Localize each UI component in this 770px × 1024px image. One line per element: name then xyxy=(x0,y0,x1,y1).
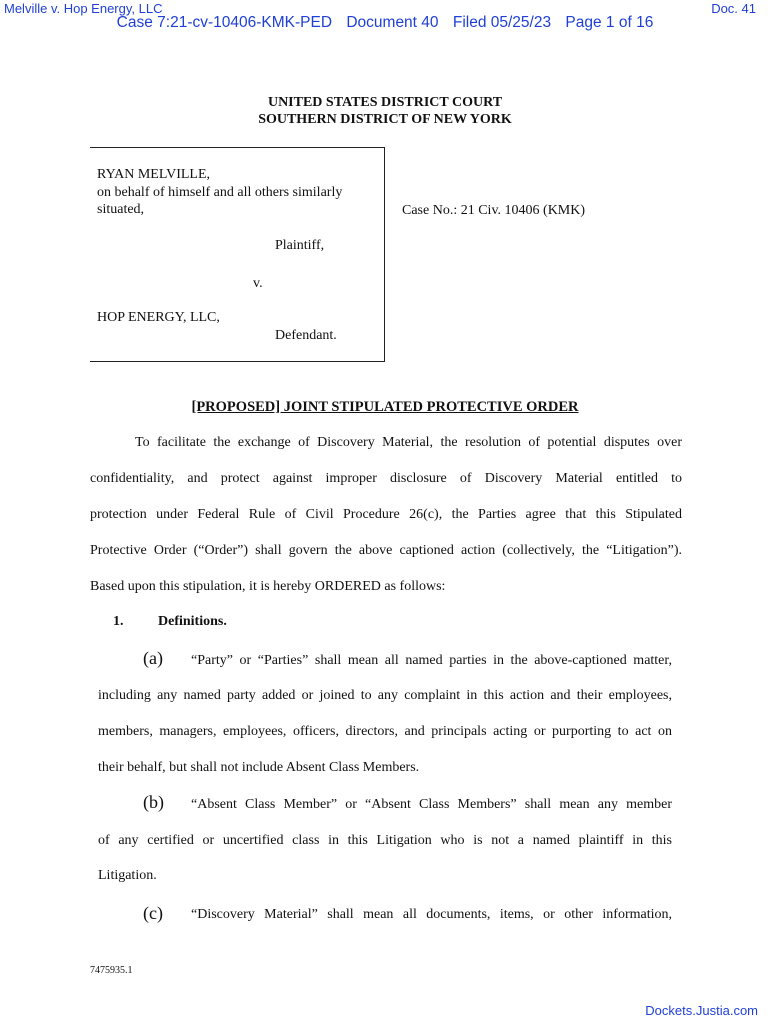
para-a-line: members, managers, employees, officers, directors, and principals acting or purporting to act on xyxy=(98,724,672,739)
defendant-role: Defendant. xyxy=(275,328,337,343)
plaintiff-role: Plaintiff, xyxy=(275,238,325,253)
intro-line: To facilitate the exchange of Discovery Material, the resolution of potential disputes over xyxy=(135,435,682,450)
case-stamp xyxy=(0,14,770,32)
intro-line: protection under Federal Rule of Civil Procedure 26(c), the Parties agree that this Stipulated xyxy=(90,507,682,522)
document-title: [PROPOSED] JOINT STIPULATED PROTECTIVE ORDER xyxy=(191,399,579,415)
case-number: Case 7:21-cv-10406-KMK-PED xyxy=(116,14,333,31)
defendant-name: HOP ENERGY, LLC, xyxy=(97,310,220,325)
page-indicator: Page 1 of 16 xyxy=(565,14,654,31)
case-title-header: Melville v. Hop Energy, LLC xyxy=(4,1,163,16)
intro-line: Protective Order (“Order”) shall govern the above captioned action (collectively, the “Litigation”). xyxy=(90,543,682,558)
para-c-line: “Discovery Material” shall mean all documents, items, or other information, xyxy=(191,907,672,922)
doc-number: Doc. 41 xyxy=(711,1,756,16)
para-b-line: of any certified or uncertified class in this Litigation who is not a named plaintiff in this xyxy=(98,833,672,848)
plaintiff-description: on behalf of himself and all others similarly xyxy=(97,185,343,200)
para-b-line: Litigation. xyxy=(98,868,157,883)
document-number: Document 40 xyxy=(346,14,439,31)
para-a-line: including any named party added or joined to any complaint in this action and their employees, xyxy=(98,688,672,703)
paragraph-letter-b: (b) xyxy=(143,792,164,812)
intro-line: confidentiality, and protect against improper disclosure of Discovery Material entitled to xyxy=(90,471,682,486)
intro-line: Based upon this stipulation, it is hereby ORDERED as follows: xyxy=(90,579,446,594)
court-name: UNITED STATES DISTRICT COURT xyxy=(267,95,503,110)
paragraph-letter-a: (a) xyxy=(143,648,163,668)
para-a-line: “Party” or “Parties” shall mean all named parties in the above-captioned matter, xyxy=(191,653,672,668)
document-id: 7475935.1 xyxy=(90,965,133,976)
section-heading: Definitions. xyxy=(158,614,227,629)
filed-date: Filed 05/25/23 xyxy=(452,14,552,31)
plaintiff-name: RYAN MELVILLE, xyxy=(97,167,211,182)
para-b-line: “Absent Class Member” or “Absent Class Members” shall mean any member xyxy=(191,797,672,812)
versus: v. xyxy=(253,276,263,291)
plaintiff-description-cont: situated, xyxy=(97,202,145,217)
court-district: SOUTHERN DISTRICT OF NEW YORK xyxy=(258,112,512,127)
justia-link[interactable]: Dockets.Justia.com xyxy=(645,1003,758,1018)
para-a-line: their behalf, but shall not include Absent Class Members. xyxy=(98,760,420,775)
case-number-caption: Case No.: 21 Civ. 10406 (KMK) xyxy=(402,203,586,218)
paragraph-letter-c: (c) xyxy=(143,903,163,923)
section-number: 1. xyxy=(113,614,124,629)
